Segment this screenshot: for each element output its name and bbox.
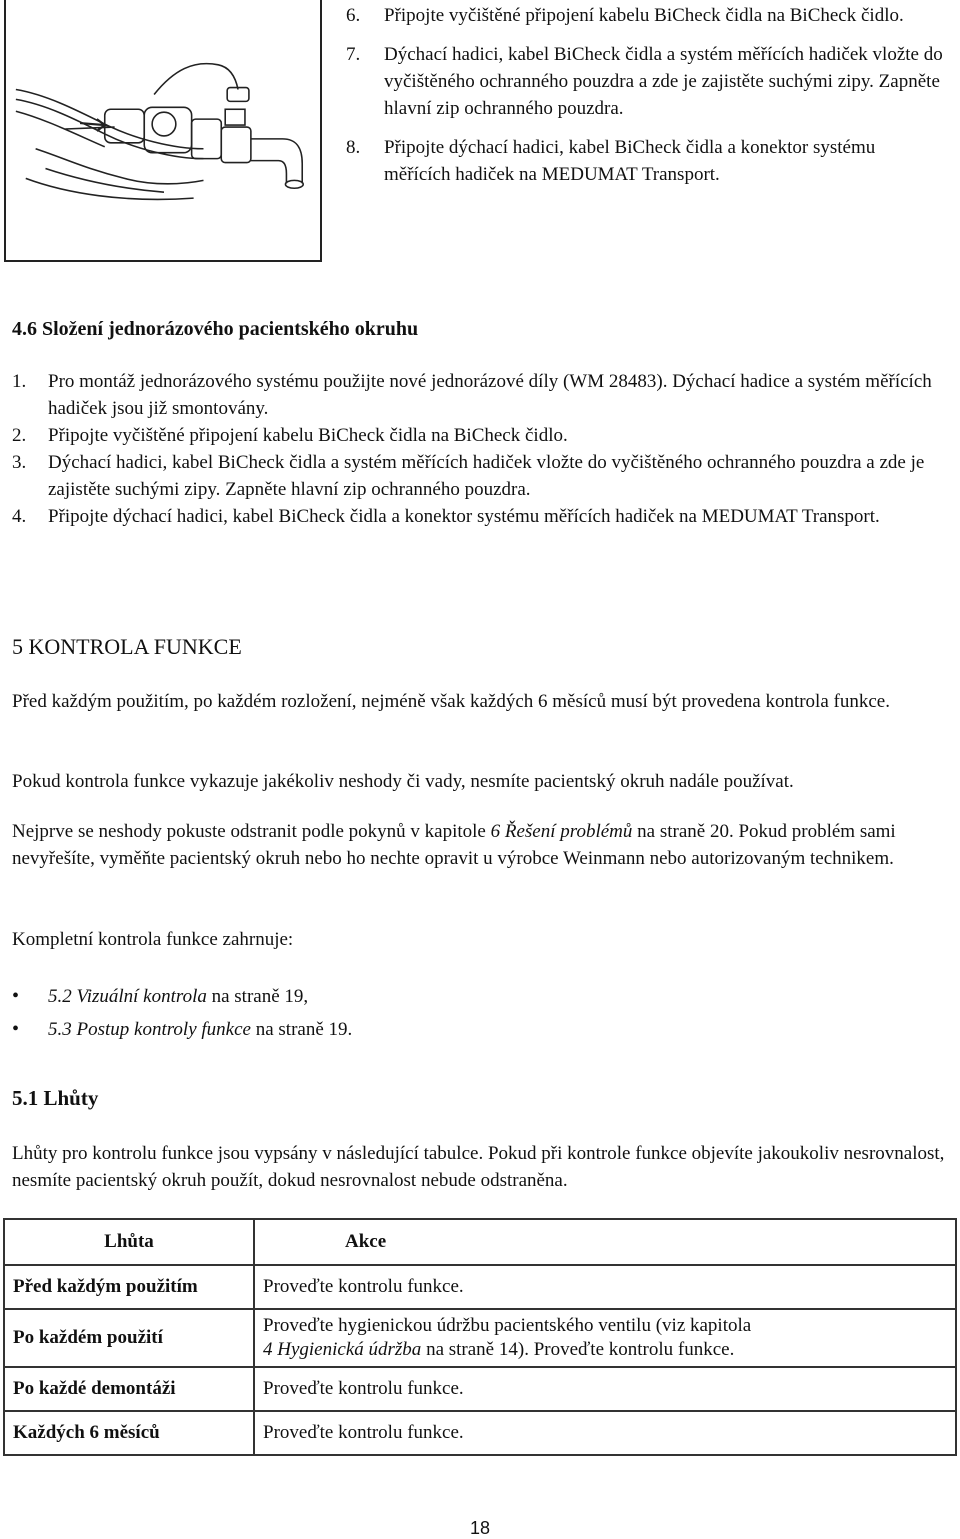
cell-text: na straně 14). Proveďte kontrolu funkce. xyxy=(421,1339,735,1360)
cell-action: Proveďte kontrolu funkce. xyxy=(254,1367,956,1411)
cell-action: Proveďte kontrolu funkce. xyxy=(254,1411,956,1455)
paragraph-includes: Kompletní kontrola funkce zahrnuje: xyxy=(12,929,294,950)
table-row xyxy=(4,1367,956,1411)
table-row xyxy=(4,1411,956,1455)
bullet-rest: na straně 19, xyxy=(206,986,309,1007)
paragraph-text: Nejprve se neshody pokuste odstranit podle pokynů v kapitole xyxy=(12,821,491,842)
step-text: Pro montáž jednorázového systému použijte nové jednorázové díly (WM 28483). Dýchací hadice a systém měřících hadiček jsou již smontovány. xyxy=(48,371,932,419)
bullet-icon: • xyxy=(12,1018,20,1040)
list-item xyxy=(346,41,946,122)
step-text: Připojte dýchací hadici, kabel BiCheck čidla a konektor systému měřících hadiček na MEDUMAT Transport. xyxy=(384,137,876,185)
step-text: Připojte vyčištěné připojení kabelu BiCheck čidla na BiCheck čidlo. xyxy=(384,5,904,26)
table-header-row xyxy=(4,1219,956,1265)
step-text: Dýchací hadici, kabel BiCheck čidla a systém měřících hadiček vložte do vyčištěného ochranného pouzdra a zde je zajistěte suchými zipy. Zapněte hlavní zip ochranného pouzdra. xyxy=(48,452,925,500)
chapter-reference-link[interactable]: 5.3 Postup kontroly funkce xyxy=(48,1019,251,1040)
list-item xyxy=(346,134,946,188)
paragraph-text: na straně 20. Pokud problém sami nevyřešíte, vyměňte pacientský okruh nebo ho nechte opravit u výrobce Weinmann nebo autorizovaným technikem. xyxy=(12,821,896,869)
chapter-reference-link[interactable]: 4 Hygienická údržba xyxy=(263,1339,422,1360)
chapter-heading-5: 5 KONTROLA FUNKCE xyxy=(12,634,242,659)
cell-action xyxy=(254,1309,956,1367)
list-item xyxy=(12,1013,352,1046)
list-item xyxy=(12,503,952,530)
list-item xyxy=(12,449,952,503)
bullet-rest: na straně 19. xyxy=(250,1019,353,1040)
list-item xyxy=(12,980,352,1013)
section-heading-4-6: 4.6 Složení jednorázového pacientského okruhu xyxy=(12,318,419,340)
step-text: Dýchací hadici, kabel BiCheck čidla a systém měřících hadiček vložte do vyčištěného ochranného pouzdra a zde je zajistěte suchými zipy. Zapněte hlavní zip ochranného pouzdra. xyxy=(384,44,943,119)
bullet-icon: • xyxy=(12,985,20,1007)
section-heading-5-1: 5.1 Lhůty xyxy=(12,1086,99,1110)
step-number: 6. xyxy=(346,5,361,26)
step-number: 2. xyxy=(12,425,27,446)
chapter-reference-link[interactable]: 6 Řešení problémů xyxy=(490,821,633,842)
column-header-action: Akce xyxy=(254,1219,956,1265)
table-row xyxy=(4,1265,956,1309)
hose-assembly-drawing xyxy=(6,0,320,260)
step-number: 4. xyxy=(12,506,27,527)
paragraph-defects: Pokud kontrola funkce vykazuje jakékoliv neshody či vady, nesmíte pacientský okruh nadále používat. xyxy=(12,771,794,792)
check-list xyxy=(12,980,352,1046)
step-number: 7. xyxy=(346,44,361,65)
list-item xyxy=(12,422,952,449)
cell-term: Po každé demontáži xyxy=(4,1367,254,1411)
step-number: 3. xyxy=(12,452,27,473)
page-number: 18 xyxy=(469,1518,491,1538)
hose-assembly-illustration xyxy=(4,0,322,262)
list-item xyxy=(346,2,946,29)
step-number: 1. xyxy=(12,371,27,392)
cell-term: Každých 6 měsíců xyxy=(4,1411,254,1455)
section-4-6-list xyxy=(12,368,952,530)
cell-text: Proveďte hygienickou údržbu pacientského ventilu (viz kapitola xyxy=(263,1315,752,1336)
bullet-text xyxy=(48,1016,352,1043)
paragraph-intro: Před každým použitím, po každém rozložení, nejméně však každých 6 měsíců musí být provedena kontrola funkce. xyxy=(12,691,890,712)
cell-term: Před každým použitím xyxy=(4,1265,254,1309)
paragraph-troubleshooting xyxy=(12,818,952,872)
step-text: Připojte dýchací hadici, kabel BiCheck čidla a konektor systému měřících hadiček na MEDUMAT Transport. xyxy=(48,506,880,527)
table-row xyxy=(4,1309,956,1367)
bullet-text xyxy=(48,983,308,1010)
paragraph-intervals: Lhůty pro kontrolu funkce jsou vypsány v následující tabulce. Pokud při kontrole funkce objevíte jakoukoliv nesrovnalost, nesmíte pacientský okruh použít, dokud nesrovnalost nebude odstraněna. xyxy=(12,1143,945,1191)
step-number: 8. xyxy=(346,137,361,158)
list-item xyxy=(12,368,952,422)
chapter-reference-link[interactable]: 5.2 Vizuální kontrola xyxy=(48,986,207,1007)
cell-term: Po každém použití xyxy=(4,1309,254,1367)
column-header-term: Lhůta xyxy=(4,1219,254,1265)
intervals-table xyxy=(3,1218,957,1456)
step-text: Připojte vyčištěné připojení kabelu BiCheck čidla na BiCheck čidlo. xyxy=(48,425,568,446)
cell-action: Proveďte kontrolu funkce. xyxy=(254,1265,956,1309)
top-steps xyxy=(346,2,946,200)
